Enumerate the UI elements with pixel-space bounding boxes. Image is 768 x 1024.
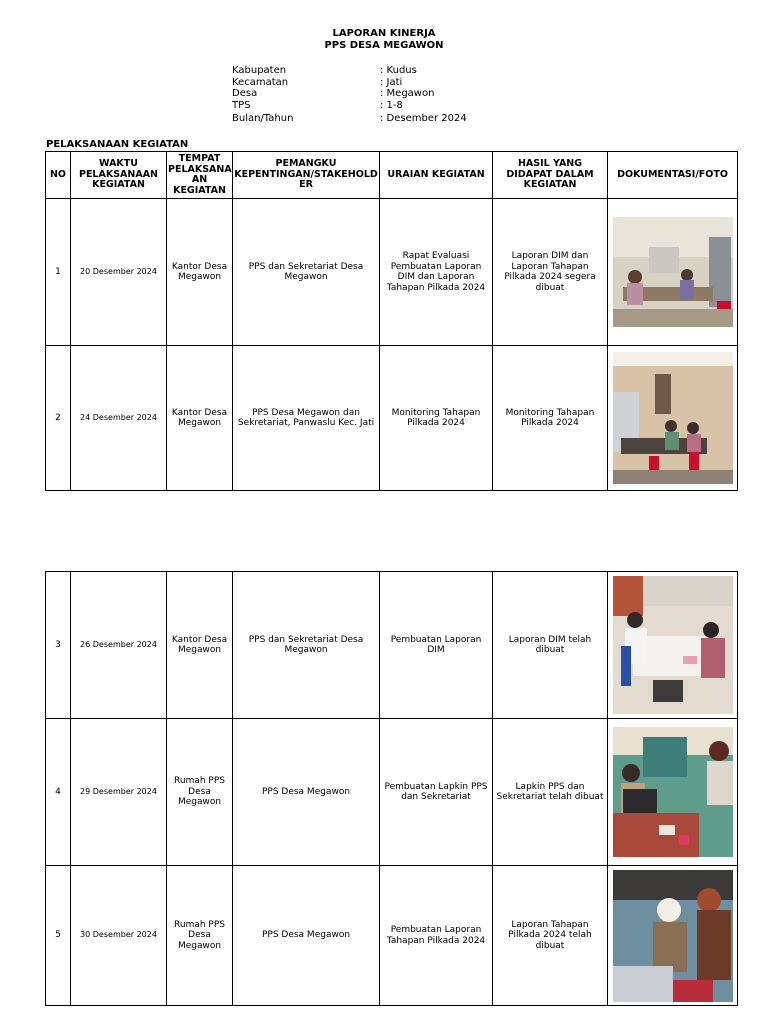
- photo-meeting-room: [613, 217, 733, 327]
- cell-pemangku: PPS dan Sekretariat Desa Megawon: [233, 199, 380, 346]
- meta-label: Kabupaten: [232, 65, 287, 76]
- cell-foto: [608, 572, 738, 719]
- col-header-tempat: TEMPAT PELAKSANA AN KEGIATAN: [167, 152, 233, 199]
- photo-dim-report: [613, 576, 733, 714]
- cell-waktu: 26 Desember 2024: [71, 572, 167, 719]
- cell-hasil: Lapkin PPS dan Sekretariat telah dibuat: [493, 719, 608, 866]
- cell-no: 1: [46, 199, 71, 346]
- cell-hasil: Monitoring Tahapan Pilkada 2024: [493, 346, 608, 491]
- meta-row: [232, 100, 467, 112]
- col-header-waktu: WAKTU PELAKSANAAN KEGIATAN: [71, 152, 167, 199]
- cell-waktu: 29 Desember 2024: [71, 719, 167, 866]
- meta-label: Desa: [232, 88, 258, 99]
- meta-value: : Megawon: [380, 88, 435, 99]
- report-title: LAPORAN KINERJA: [332, 28, 436, 39]
- meta-value: : Kudus: [380, 65, 417, 76]
- meta-row: [232, 77, 467, 89]
- col-header-no: NO: [46, 152, 71, 199]
- photo-lapkin: [613, 727, 733, 857]
- cell-hasil: Laporan Tahapan Pilkada 2024 telah dibuat: [493, 866, 608, 1006]
- cell-foto: [608, 199, 738, 346]
- cell-uraian: Pembuatan Lapkin PPS dan Sekretariat: [380, 719, 493, 866]
- table-row: [46, 199, 738, 346]
- activity-table-2: [45, 571, 738, 1006]
- photo-tahapan-report: [613, 870, 733, 1002]
- activity-table-1: [45, 151, 738, 491]
- meta-value: : 1-8: [380, 99, 403, 111]
- cell-tempat: Kantor Desa Megawon: [167, 199, 233, 346]
- col-header-uraian: URAIAN KEGIATAN: [380, 152, 493, 199]
- photo-monitoring: [613, 352, 733, 484]
- cell-no: 2: [46, 346, 71, 491]
- cell-no: 5: [46, 866, 71, 1006]
- report-subtitle: PPS DESA MEGAWON: [324, 40, 444, 51]
- col-header-hasil: HASIL YANG DIDAPAT DALAM KEGIATAN: [493, 152, 608, 199]
- cell-uraian: Monitoring Tahapan Pilkada 2024: [380, 346, 493, 491]
- cell-waktu: 24 Desember 2024: [71, 346, 167, 491]
- meta-value: : Jati: [380, 76, 403, 88]
- cell-tempat: Rumah PPS Desa Megawon: [167, 866, 233, 1006]
- meta-row: [232, 65, 467, 77]
- cell-tempat: Rumah PPS Desa Megawon: [167, 719, 233, 866]
- cell-foto: [608, 866, 738, 1006]
- cell-pemangku: PPS Desa Megawon: [233, 866, 380, 1006]
- table-row: [46, 572, 738, 719]
- meta-label: Kecamatan: [232, 76, 289, 88]
- cell-tempat: Kantor Desa Megawon: [167, 346, 233, 491]
- cell-waktu: 30 Desember 2024: [71, 866, 167, 1006]
- col-header-pemangku: PEMANGKU KEPENTINGAN/STAKEHOLD ER: [233, 152, 380, 199]
- cell-tempat: Kantor Desa Megawon: [167, 572, 233, 719]
- cell-no: 4: [46, 719, 71, 866]
- cell-hasil: Laporan DIM dan Laporan Tahapan Pilkada 2024 segera dibuat: [493, 199, 608, 346]
- cell-foto: [608, 719, 738, 866]
- cell-uraian: Pembuatan Laporan DIM: [380, 572, 493, 719]
- meta-label: TPS: [232, 99, 251, 111]
- cell-foto: [608, 346, 738, 491]
- cell-pemangku: PPS dan Sekretariat Desa Megawon: [233, 572, 380, 719]
- cell-no: 3: [46, 572, 71, 719]
- meta-label: Bulan/Tahun: [232, 113, 294, 124]
- cell-waktu: 20 Desember 2024: [71, 199, 167, 346]
- section-label: PELAKSANAAN KEGIATAN: [46, 139, 189, 150]
- cell-uraian: Pembuatan Laporan Tahapan Pilkada 2024: [380, 866, 493, 1006]
- meta-value: : Desember 2024: [380, 113, 467, 124]
- report-meta: [232, 65, 467, 125]
- cell-pemangku: PPS Desa Megawon dan Sekretariat, Panwaslu Kec. Jati: [233, 346, 380, 491]
- table-header-row: [46, 152, 738, 199]
- cell-pemangku: PPS Desa Megawon: [233, 719, 380, 866]
- table-row: [46, 719, 738, 866]
- col-header-dokumentasi: DOKUMENTASI/FOTO: [608, 152, 738, 199]
- table-row: [46, 346, 738, 491]
- table-row: [46, 866, 738, 1006]
- meta-row: [232, 113, 467, 125]
- cell-uraian: Rapat Evaluasi Pembuatan Laporan DIM dan Laporan Tahapan Pilkada 2024: [380, 199, 493, 346]
- cell-hasil: Laporan DIM telah dibuat: [493, 572, 608, 719]
- meta-row: [232, 88, 467, 100]
